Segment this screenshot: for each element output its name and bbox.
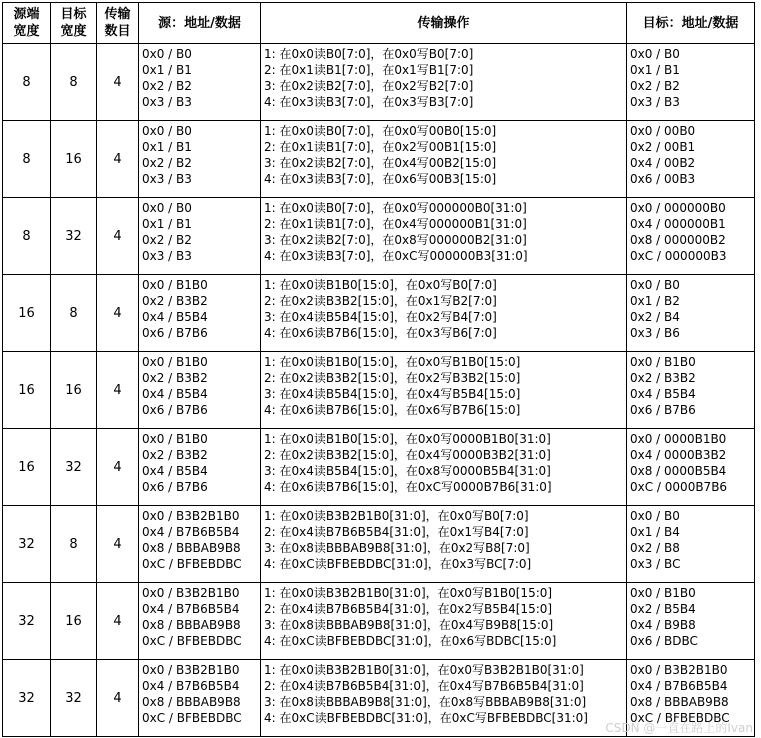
operation-line: 4: 在0xC读BFBEBDBC[31:0]，在0xC写BFBEBDBC[31:0]	[264, 711, 588, 725]
target-line: 0x4 / 0000B3B2	[630, 448, 727, 462]
source-line: 0x3 / B3	[142, 172, 192, 186]
cell-transfer-count: 4	[97, 429, 139, 506]
cell-dst-width: 16	[51, 352, 97, 429]
target-line: 0x4 / B9B8	[630, 618, 696, 632]
target-line: 0xC / BFBEBDBC	[630, 711, 730, 725]
operation-line: 4: 在0xC读BFBEBDBC[31:0]，在0x6写BDBC[15:0]	[264, 634, 557, 648]
operation-line: 3: 在0x2读B2[7:0]，在0x2写B2[7:0]	[264, 79, 474, 93]
target-line: 0x1 / B1	[630, 63, 680, 77]
cell-source	[139, 506, 261, 583]
cell-target	[627, 352, 755, 429]
cell-dst-width: 32	[51, 660, 97, 737]
source-line: 0xC / BFBEBDBC	[142, 557, 242, 571]
cell-target	[627, 275, 755, 352]
source-line: 0x2 / B3B2	[142, 294, 208, 308]
source-line: 0x4 / B7B6B5B4	[142, 679, 240, 693]
table-row	[3, 275, 755, 352]
cell-target	[627, 44, 755, 121]
operation-line: 4: 在0xC读BFBEBDBC[31:0]，在0x3写BC[7:0]	[264, 557, 532, 571]
cell-transfer-count: 4	[97, 506, 139, 583]
cell-src-width: 32	[3, 506, 51, 583]
cell-src-width: 32	[3, 583, 51, 660]
target-line: 0x2 / B3B2	[630, 371, 696, 385]
cell-operations	[261, 44, 627, 121]
cell-target	[627, 198, 755, 275]
cell-operations	[261, 583, 627, 660]
source-line: 0x3 / B3	[142, 95, 192, 109]
source-line: 0x0 / B0	[142, 124, 192, 138]
header-source: 源：地址/数据	[139, 3, 261, 44]
operation-line: 2: 在0x1读B1[7:0]，在0x4写000000B1[31:0]	[264, 217, 527, 231]
operation-line: 1: 在0x0读B0[7:0]，在0x0写000000B0[31:0]	[264, 201, 527, 215]
operation-line: 1: 在0x0读B3B2B1B0[31:0]，在0x0写B0[7:0]	[264, 509, 529, 523]
target-line: 0x0 / B1B0	[630, 586, 696, 600]
target-line: 0x4 / 00B2	[630, 156, 696, 170]
operation-line: 4: 在0x3读B3[7:0]，在0xC写000000B3[31:0]	[264, 249, 528, 263]
target-line: 0xC / 0000B7B6	[630, 480, 728, 494]
target-line: 0x0 / B0	[630, 278, 680, 292]
source-line: 0xC / BFBEBDBC	[142, 711, 242, 725]
cell-src-width: 16	[3, 352, 51, 429]
operation-line: 3: 在0x2读B2[7:0]，在0x4写00B2[15:0]	[264, 156, 497, 170]
cell-transfer-count: 4	[97, 275, 139, 352]
header-target: 目标：地址/数据	[627, 3, 755, 44]
source-line: 0x1 / B1	[142, 140, 192, 154]
cell-transfer-count: 4	[97, 660, 139, 737]
target-line: 0x0 / B3B2B1B0	[630, 663, 728, 677]
target-line: 0x0 / 00B0	[630, 124, 696, 138]
cell-source	[139, 198, 261, 275]
cell-operations	[261, 506, 627, 583]
operation-line: 3: 在0x4读B5B4[15:0]，在0x4写B5B4[15:0]	[264, 387, 521, 401]
target-line: 0x0 / 0000B1B0	[630, 432, 727, 446]
target-line: 0x6 / B7B6	[630, 403, 696, 417]
target-line: 0x4 / B7B6B5B4	[630, 679, 728, 693]
operation-line: 4: 在0x6读B7B6[15:0]，在0x3写B6[7:0]	[264, 326, 497, 340]
header-operation: 传输操作	[261, 3, 627, 44]
cell-transfer-count: 4	[97, 352, 139, 429]
target-line: 0x2 / B4	[630, 310, 680, 324]
cell-dst-width: 8	[51, 44, 97, 121]
source-line: 0x1 / B1	[142, 217, 192, 231]
table-row	[3, 198, 755, 275]
cell-src-width: 16	[3, 429, 51, 506]
operation-line: 3: 在0x8读BBBAB9B8[31:0]，在0x4写B9B8[15:0]	[264, 618, 554, 632]
source-line: 0x6 / B7B6	[142, 326, 208, 340]
header-row	[3, 3, 755, 44]
cell-dst-width: 8	[51, 506, 97, 583]
target-line: 0x3 / B3	[630, 95, 680, 109]
operation-line: 1: 在0x0读B1B0[15:0]，在0x0写0000B1B0[31:0]	[264, 432, 551, 446]
target-line: 0x2 / B8	[630, 541, 680, 555]
target-line: 0x8 / BBBAB9B8	[630, 695, 729, 709]
operation-line: 1: 在0x0读B1B0[15:0]，在0x0写B0[7:0]	[264, 278, 497, 292]
cell-operations	[261, 198, 627, 275]
source-line: 0x0 / B0	[142, 201, 192, 215]
target-line: 0x0 / B1B0	[630, 355, 696, 369]
header-dst-width: 目标 宽度	[51, 3, 97, 44]
cell-target	[627, 506, 755, 583]
source-line: 0x8 / BBBAB9B8	[142, 695, 241, 709]
operation-line: 3: 在0x8读BBBAB9B8[31:0]，在0x8写BBBAB9B8[31:0]	[264, 695, 587, 709]
table-row	[3, 44, 755, 121]
target-line: 0x8 / 0000B5B4	[630, 464, 727, 478]
source-line: 0x4 / B7B6B5B4	[142, 602, 240, 616]
cell-dst-width: 32	[51, 198, 97, 275]
cell-source	[139, 275, 261, 352]
operation-line: 1: 在0x0读B1B0[15:0]，在0x0写B1B0[15:0]	[264, 355, 521, 369]
table-row	[3, 506, 755, 583]
operation-line: 2: 在0x4读B7B6B5B4[31:0]，在0x2写B5B4[15:0]	[264, 602, 553, 616]
cell-operations	[261, 121, 627, 198]
cell-transfer-count: 4	[97, 583, 139, 660]
operation-line: 2: 在0x2读B3B2[15:0]，在0x1写B2[7:0]	[264, 294, 497, 308]
source-line: 0x0 / B1B0	[142, 278, 208, 292]
cell-src-width: 8	[3, 121, 51, 198]
table-row	[3, 121, 755, 198]
source-line: 0x0 / B1B0	[142, 432, 208, 446]
target-line: 0x0 / 000000B0	[630, 201, 726, 215]
cell-transfer-count: 4	[97, 121, 139, 198]
source-line: 0x3 / B3	[142, 249, 192, 263]
cell-source	[139, 121, 261, 198]
source-line: 0x8 / BBBAB9B8	[142, 618, 241, 632]
target-line: 0x1 / B4	[630, 525, 680, 539]
operation-line: 4: 在0x6读B7B6[15:0]，在0x6写B7B6[15:0]	[264, 403, 521, 417]
source-line: 0x2 / B3B2	[142, 371, 208, 385]
operation-line: 3: 在0x4读B5B4[15:0]，在0x8写0000B5B4[31:0]	[264, 464, 551, 478]
source-line: 0x4 / B7B6B5B4	[142, 525, 240, 539]
source-line: 0x6 / B7B6	[142, 480, 208, 494]
source-line: 0x0 / B3B2B1B0	[142, 509, 240, 523]
cell-source	[139, 44, 261, 121]
source-line: 0x2 / B3B2	[142, 448, 208, 462]
source-line: 0x6 / B7B6	[142, 403, 208, 417]
source-line: 0x0 / B0	[142, 47, 192, 61]
source-line: 0x2 / B2	[142, 79, 192, 93]
operation-line: 4: 在0x3读B3[7:0]，在0x3写B3[7:0]	[264, 95, 474, 109]
table-row	[3, 583, 755, 660]
operation-line: 4: 在0x3读B3[7:0]，在0x6写00B3[15:0]	[264, 172, 497, 186]
target-line: 0x1 / B2	[630, 294, 680, 308]
source-line: 0x2 / B2	[142, 156, 192, 170]
operation-line: 3: 在0x2读B2[7:0]，在0x8写000000B2[31:0]	[264, 233, 527, 247]
cell-operations	[261, 660, 627, 737]
source-line: 0x0 / B3B2B1B0	[142, 663, 240, 677]
operation-line: 4: 在0x6读B7B6[15:0]，在0xC写0000B7B6[31:0]	[264, 480, 552, 494]
cell-src-width: 8	[3, 44, 51, 121]
source-line: 0x1 / B1	[142, 63, 192, 77]
operation-line: 2: 在0x2读B3B2[15:0]，在0x2写B3B2[15:0]	[264, 371, 521, 385]
target-line: 0x8 / 000000B2	[630, 233, 726, 247]
operation-line: 2: 在0x1读B1[7:0]，在0x1写B1[7:0]	[264, 63, 474, 77]
cell-dst-width: 16	[51, 583, 97, 660]
cell-dst-width: 32	[51, 429, 97, 506]
operation-line: 1: 在0x0读B0[7:0]，在0x0写B0[7:0]	[264, 47, 474, 61]
target-line: 0x2 / 00B1	[630, 140, 696, 154]
source-line: 0x2 / B2	[142, 233, 192, 247]
target-line: 0x6 / BDBC	[630, 634, 698, 648]
cell-transfer-count: 4	[97, 198, 139, 275]
cell-source	[139, 660, 261, 737]
operation-line: 3: 在0x8读BBBAB9B8[31:0]，在0x2写B8[7:0]	[264, 541, 530, 555]
target-line: 0xC / 000000B3	[630, 249, 727, 263]
cell-source	[139, 583, 261, 660]
operation-line: 3: 在0x4读B5B4[15:0]，在0x2写B4[7:0]	[264, 310, 497, 324]
target-line: 0x4 / 000000B1	[630, 217, 726, 231]
target-line: 0x3 / BC	[630, 557, 681, 571]
target-line: 0x2 / B5B4	[630, 602, 696, 616]
target-line: 0x0 / B0	[630, 509, 680, 523]
cell-target	[627, 121, 755, 198]
cell-source	[139, 352, 261, 429]
cell-transfer-count: 4	[97, 44, 139, 121]
source-line: 0x8 / BBBAB9B8	[142, 541, 241, 555]
operation-line: 1: 在0x0读B3B2B1B0[31:0]，在0x0写B3B2B1B0[31:0]	[264, 663, 584, 677]
cell-src-width: 32	[3, 660, 51, 737]
operation-line: 1: 在0x0读B0[7:0]，在0x0写00B0[15:0]	[264, 124, 497, 138]
operation-line: 2: 在0x2读B3B2[15:0]，在0x4写0000B3B2[31:0]	[264, 448, 551, 462]
cell-src-width: 16	[3, 275, 51, 352]
cell-target	[627, 583, 755, 660]
source-line: 0x4 / B5B4	[142, 310, 208, 324]
source-line: 0x4 / B5B4	[142, 464, 208, 478]
cell-target	[627, 429, 755, 506]
target-line: 0x6 / 00B3	[630, 172, 696, 186]
target-line: 0x2 / B2	[630, 79, 680, 93]
table-row	[3, 429, 755, 506]
cell-dst-width: 16	[51, 121, 97, 198]
source-line: 0x0 / B1B0	[142, 355, 208, 369]
cell-dst-width: 8	[51, 275, 97, 352]
source-line: 0x0 / B3B2B1B0	[142, 586, 240, 600]
operation-line: 1: 在0x0读B3B2B1B0[31:0]，在0x0写B1B0[15:0]	[264, 586, 553, 600]
source-line: 0x4 / B5B4	[142, 387, 208, 401]
cell-operations	[261, 429, 627, 506]
target-line: 0x4 / B5B4	[630, 387, 696, 401]
source-line: 0xC / BFBEBDBC	[142, 634, 242, 648]
cell-source	[139, 429, 261, 506]
cell-src-width: 8	[3, 198, 51, 275]
operation-line: 2: 在0x4读B7B6B5B4[31:0]，在0x4写B7B6B5B4[31:0]	[264, 679, 584, 693]
target-line: 0x0 / B0	[630, 47, 680, 61]
operation-line: 2: 在0x4读B7B6B5B4[31:0]，在0x1写B4[7:0]	[264, 525, 529, 539]
cell-operations	[261, 275, 627, 352]
watermark: CSDN @一直在路上的Ivan	[605, 721, 753, 735]
header-src-width: 源端 宽度	[3, 3, 51, 44]
operation-line: 2: 在0x1读B1[7:0]，在0x2写00B1[15:0]	[264, 140, 497, 154]
cell-operations	[261, 352, 627, 429]
target-line: 0x3 / B6	[630, 326, 680, 340]
header-transfer-count: 传输 数目	[97, 3, 139, 44]
table-row	[3, 352, 755, 429]
dma-transfer-table	[2, 2, 755, 737]
